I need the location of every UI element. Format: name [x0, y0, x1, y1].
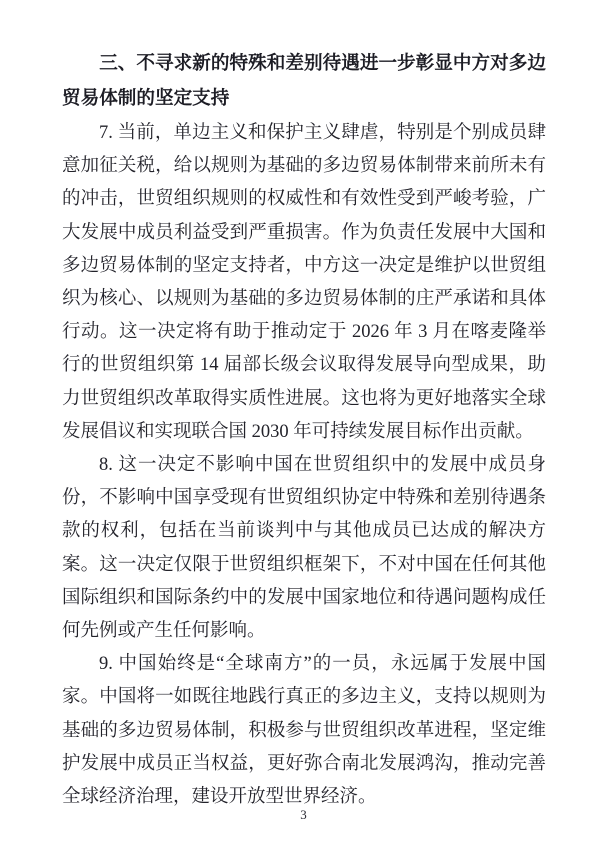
document-content: [62, 45, 546, 814]
paragraph-8: 8. 这一决定不影响中国在世贸组织中的发展中成员身份，不影响中国享受现有世贸组织协定中特殊和差别待遇条款的权利，包括在当前谈判中与其他成员已达成的解决方案。这一决定仅限于世贸组织框架下，不对中国在任何其他国际组织和国际条约中的发展中国家地位和待遇问题构成任何先例或产生任何影响。: [62, 455, 546, 642]
paragraph-9: 9. 中国始终是“全球南方”的一员，永远属于发展中国家。中国将一如既往地践行真正的多边主义，支持以规则为基础的多边贸易体制，积极参与世贸组织改革进程，坚定维护发展中成员正当权益，更好弥合南北发展鸿沟，推动完善全球经济治理，建设开放型世界经济。: [62, 654, 546, 808]
paragraph-7: 7. 当前，单边主义和保护主义肆虐，特别是个别成员肆意加征关税，给以规则为基础的多边贸易体制带来前所未有的冲击，世贸组织规则的权威性和有效性受到严峻考验，广大发展中成员利益受到严重损害。作为负责任发展中大国和多边贸易体制的坚定支持者，中方这一决定是维护以世贸组织为核心、以规则为基础的多边贸易体制的庄严承诺和具体行动。这一决定将有助于推动定于 2026 年 3 月在喀麦隆举行的世贸组织第 14 届部长级会议取得发展导向型成果，助力世贸组织改革取得实质性进展。这也将为更好地落实全球发展倡议和实现联合国 2030 年可持续发展目标作出贡献。: [62, 123, 546, 442]
page-number: 3: [300, 807, 307, 822]
section-heading: 三、不寻求新的特殊和差别待遇进一步彰显中方对多边贸易体制的坚定支持: [62, 52, 546, 108]
